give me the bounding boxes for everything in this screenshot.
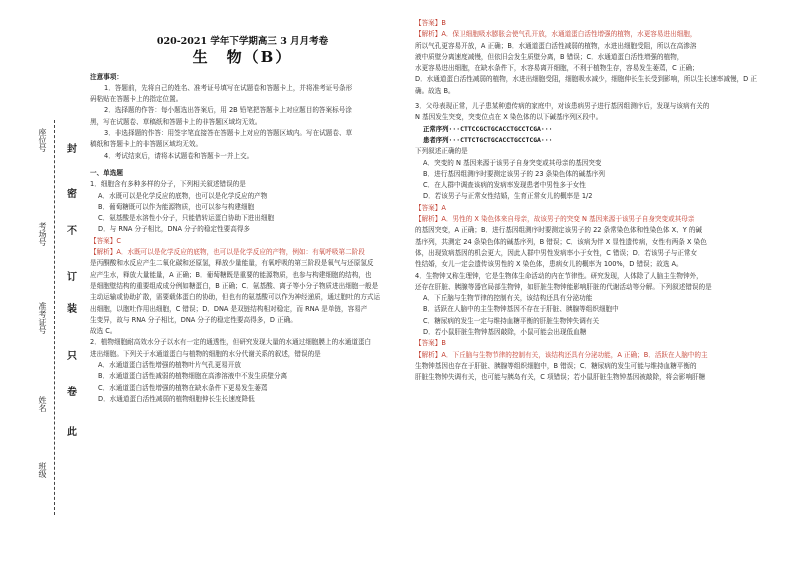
question-stem: 4．生物钟又称生理钟，它是生物体生命活动的内在节律性。研究发现，人体除了人脑主生物钟外，	[415, 271, 703, 280]
question-stem: 1．细胞含有多种多样的分子，下列相关叙述错误的是	[90, 180, 246, 189]
question-stem: 进出细胞。下列关于水通道蛋白与植物的细胞的水分代谢关系的叙述，错误的是	[90, 349, 321, 358]
exam-room-label: 考场号	[38, 222, 47, 246]
explanation-line: 出细胞，以胞吐作用出细胞，C 错误；D．DNA 是双链结构相对稳定，而 RNA 是单链，容易产	[90, 304, 368, 313]
option: C．氨基酸是水溶性小分子，只能借转运蛋白协助下进出细胞	[98, 214, 275, 223]
explanation-line: 体，出现致病基因的机会更大，因此人群中男性发病率小于女性，C 错误；D．若该男子与正常女	[415, 248, 698, 257]
explanation-line: 主动运输或协助扩散，需要载体蛋白的协助，但也有的氨基酸可以作为神经递质，通过胞吐的方式运	[90, 293, 381, 302]
option: B．活跃在人脑中的主生物钟基因不存在于肝脏、胰腺等组织细胞中	[423, 305, 619, 314]
notice-line: 2．选择题的作答：每小题选出答案后，用 2B 铅笔把答题卡上对应题目的答案标号涂	[104, 106, 352, 115]
notice-line: 1．答题前，先将自己的姓名、准考证号填写在试题卷和答题卡上，并将准考证号条形	[104, 83, 353, 92]
explanation-line: 【解析】A．保卫细胞吸水膨胀会使气孔开放，水通道蛋白活性增强的植物，水更容易进出细胞，	[415, 30, 697, 39]
seal-char: 只	[67, 351, 77, 362]
notice-line: 黑，写在试题卷、草稿纸和答题卡上的非答题区域均无效。	[90, 117, 262, 126]
subject-title: 生 物（B）	[192, 48, 293, 67]
seal-line	[54, 120, 55, 515]
question-stem: 2．植物细胞耐高效水分子以水有一定的通透性，但研究发现大量的水通过细胞膜上的水通道蛋白	[90, 338, 372, 347]
explanation-line: 所以气孔更容易开放，A 正确；B．水通道蛋白活性减弱的植物，水进出细胞受阻，所以在高渗溶	[415, 41, 697, 50]
explanation-line: 是细胞壁结构的重要组成成分例如糖蛋白，B 正确；C．氨基酸、离子等小分子物质进出细胞一般是	[90, 281, 379, 290]
question-stem: 3．父母表现正常，儿子患某种遗传病的家庭中，对该患病男子进行基因组测序后，发现与该病有关的	[415, 102, 710, 111]
question-prompt: 下列叙述正确的是	[415, 147, 468, 156]
explanation-line: D．水通道蛋白活性减弱的植物，水进出细胞受阻，细胞吸水减少，细胞伸长生长受到影响，所以生长速率减慢，D 正	[415, 75, 757, 84]
option: A．水既可以是化学反应的底物，也可以是化学反应的产物	[98, 191, 268, 200]
notice-line: 3．非选择题的作答：用签字笔直接答在答题卡上对应的答题区域内。写在试题卷、草	[104, 129, 353, 138]
seal-char: 封	[67, 144, 77, 155]
class-label: 班级	[38, 462, 47, 478]
explanation-line: 液中质壁分离速度减慢，但依旧会发生质壁分离，B 错误；C．水通道蛋白活性增强的植物，	[415, 52, 684, 61]
binding-margin	[14, 0, 82, 561]
explanation-line: 基序列，共测定 24 条染色体的碱基序列，B 错误；C．该病为伴 X 显性遗传病，女性有两条 X 染色	[415, 237, 707, 246]
explanation-line: 生物钟基因也存在于肝脏、胰腺等组织细胞中，B 错误；C．糖尿病的发生可能与维持血糖平衡的	[415, 361, 697, 370]
answer-label: 【答案】B	[415, 19, 446, 27]
left-column	[90, 0, 395, 405]
option: A．突变的 N 基因来源于该男子自身突变或其母亲的基因突变	[423, 158, 602, 167]
exam-title: 020-2021 学年下学期高三 3 月月考卷	[156, 36, 329, 47]
option: B．进行基因组测序时要测定该男子的 23 条染色体的碱基序列	[423, 169, 605, 178]
option: D．若该男子与正常女性结婚，生育正常女儿的概率是 1/2	[423, 192, 593, 201]
option: B．水通道蛋白活性减弱的植物细胞在高渗溶液中不发生质壁分离	[98, 372, 288, 381]
answer-label: 【答案】A	[415, 203, 446, 212]
explanation-line: 的基因突变，A 正确；B．进行基因组测序时要测定该男子的 22 条常染色体和性染色体 X、Y 的碱	[415, 226, 703, 235]
option: A．水通道蛋白活性增强的植物叶片气孔更易开放	[98, 361, 241, 370]
normal-sequence: 正常序列···CTTCCGCTGCACCTGCCTCGA···	[423, 124, 553, 133]
seal-char: 密	[67, 189, 77, 200]
explanation-line: 生变异，故与 RNA 分子相比，DNA 分子的稳定性要高得多，D 正确。	[90, 315, 297, 324]
question-stem: N 基因发生突变，突变位点在 X 染色体的以下碱基序列区段中。	[415, 113, 603, 122]
option: A．下丘脑与生物节律的控制有关，该结构还具有分泌功能	[423, 294, 593, 303]
answer-label: 【答案】B	[415, 339, 446, 348]
notice-line: 码粘贴在答题卡上的指定位置。	[90, 95, 183, 104]
admission-number-label: 准考证号	[38, 302, 47, 334]
option: C．水通道蛋白活性增强的植物在缺水条件下更易发生萎蔫	[98, 383, 268, 392]
seal-char: 此	[67, 427, 77, 438]
notice-line: 稿纸和答题卡上的非答题区域均无效。	[90, 140, 203, 149]
notice-heading: 注意事项：	[90, 72, 123, 81]
explanation-line: 【解析】A．下丘脑与生物节律的控制有关，该结构还具有分泌功能，A 正确；B．活跃在人脑中的主	[415, 350, 708, 359]
seal-char: 订	[67, 272, 77, 283]
option: B．葡萄糖既可以作为能源物质，也可以参与构建细胞	[98, 202, 255, 211]
explanation-line: 是丙酮酸和水反应产生二氧化碳和还原氢，释放少量能量，有氧呼吸的第三阶段是氧气与还原氢反	[90, 259, 374, 268]
option: D．与 RNA 分子相比，DNA 分子的稳定性要高得多	[98, 225, 251, 234]
question-stem: 还存在肝脏、胰腺等器官局部生物钟，如肝脏生物钟能影响肝脏的代谢活动等分解。下列叙述错误的是	[415, 282, 712, 291]
name-label: 姓名	[38, 396, 47, 412]
option: D．水通道蛋白活性减弱的植物细胞伸长生长速度降低	[98, 394, 255, 403]
section-heading: 一、单选题	[90, 168, 123, 177]
explanation-line: 性结婚，女儿一定会遗传该男性的 X 染色体，患病女儿的概率为 100%，D 错误；故选 A。	[415, 260, 683, 269]
seal-char: 装	[67, 304, 77, 315]
notice-line: 4．考试结束后，请将本试题卷和答题卡一并上交。	[104, 151, 254, 160]
patient-sequence: 患者序列···CTTCTGCTGCACCTGCCTCGA···	[423, 135, 553, 144]
seal-char: 不	[67, 226, 77, 237]
seat-number-label: 座位号	[38, 128, 47, 152]
explanation-line: 故选 C。	[90, 327, 117, 336]
answer-label: 【答案】C	[90, 236, 121, 245]
option: C．在人群中调查该病的发病率发现患者中男性多于女性	[423, 181, 586, 190]
explanation-line: 肝脏生物钟失调有关，也可能与胰岛有关，C 项错误；若小鼠肝脏生物钟基因被敲除，将会影响肝糖	[415, 373, 706, 382]
explanation-line: 确。故选 B。	[415, 86, 455, 95]
option: D．若小鼠肝脏生物钟基因敲除，小鼠可能会出现低血糖	[423, 328, 587, 337]
explanation-line: 应产生水，释放大量能量，A 正确；B．葡萄糖既是重要的能源物质，也参与构建细胞的结构，也	[90, 270, 372, 279]
seal-char: 卷	[67, 387, 77, 398]
option: C．糖尿病的发生一定与维持血糖平衡的肝脏生物钟失调有关	[423, 316, 600, 325]
right-column	[415, 0, 780, 384]
explanation-line: 水更容易进出细胞，在缺水条件下，水容易离开细胞，不利于植物生存，容易发生萎蔫，C 正确；	[415, 64, 699, 73]
explanation-line: 【解析】A．水既可以是化学反应的底物，也可以是化学反应的产物，例如：有氧呼吸第二阶段	[90, 248, 365, 257]
explanation-line: 【解析】A．男性的 X 染色体来自母亲，故该男子的突变 N 基因来源于该男子自身突变或其母亲	[415, 215, 695, 224]
